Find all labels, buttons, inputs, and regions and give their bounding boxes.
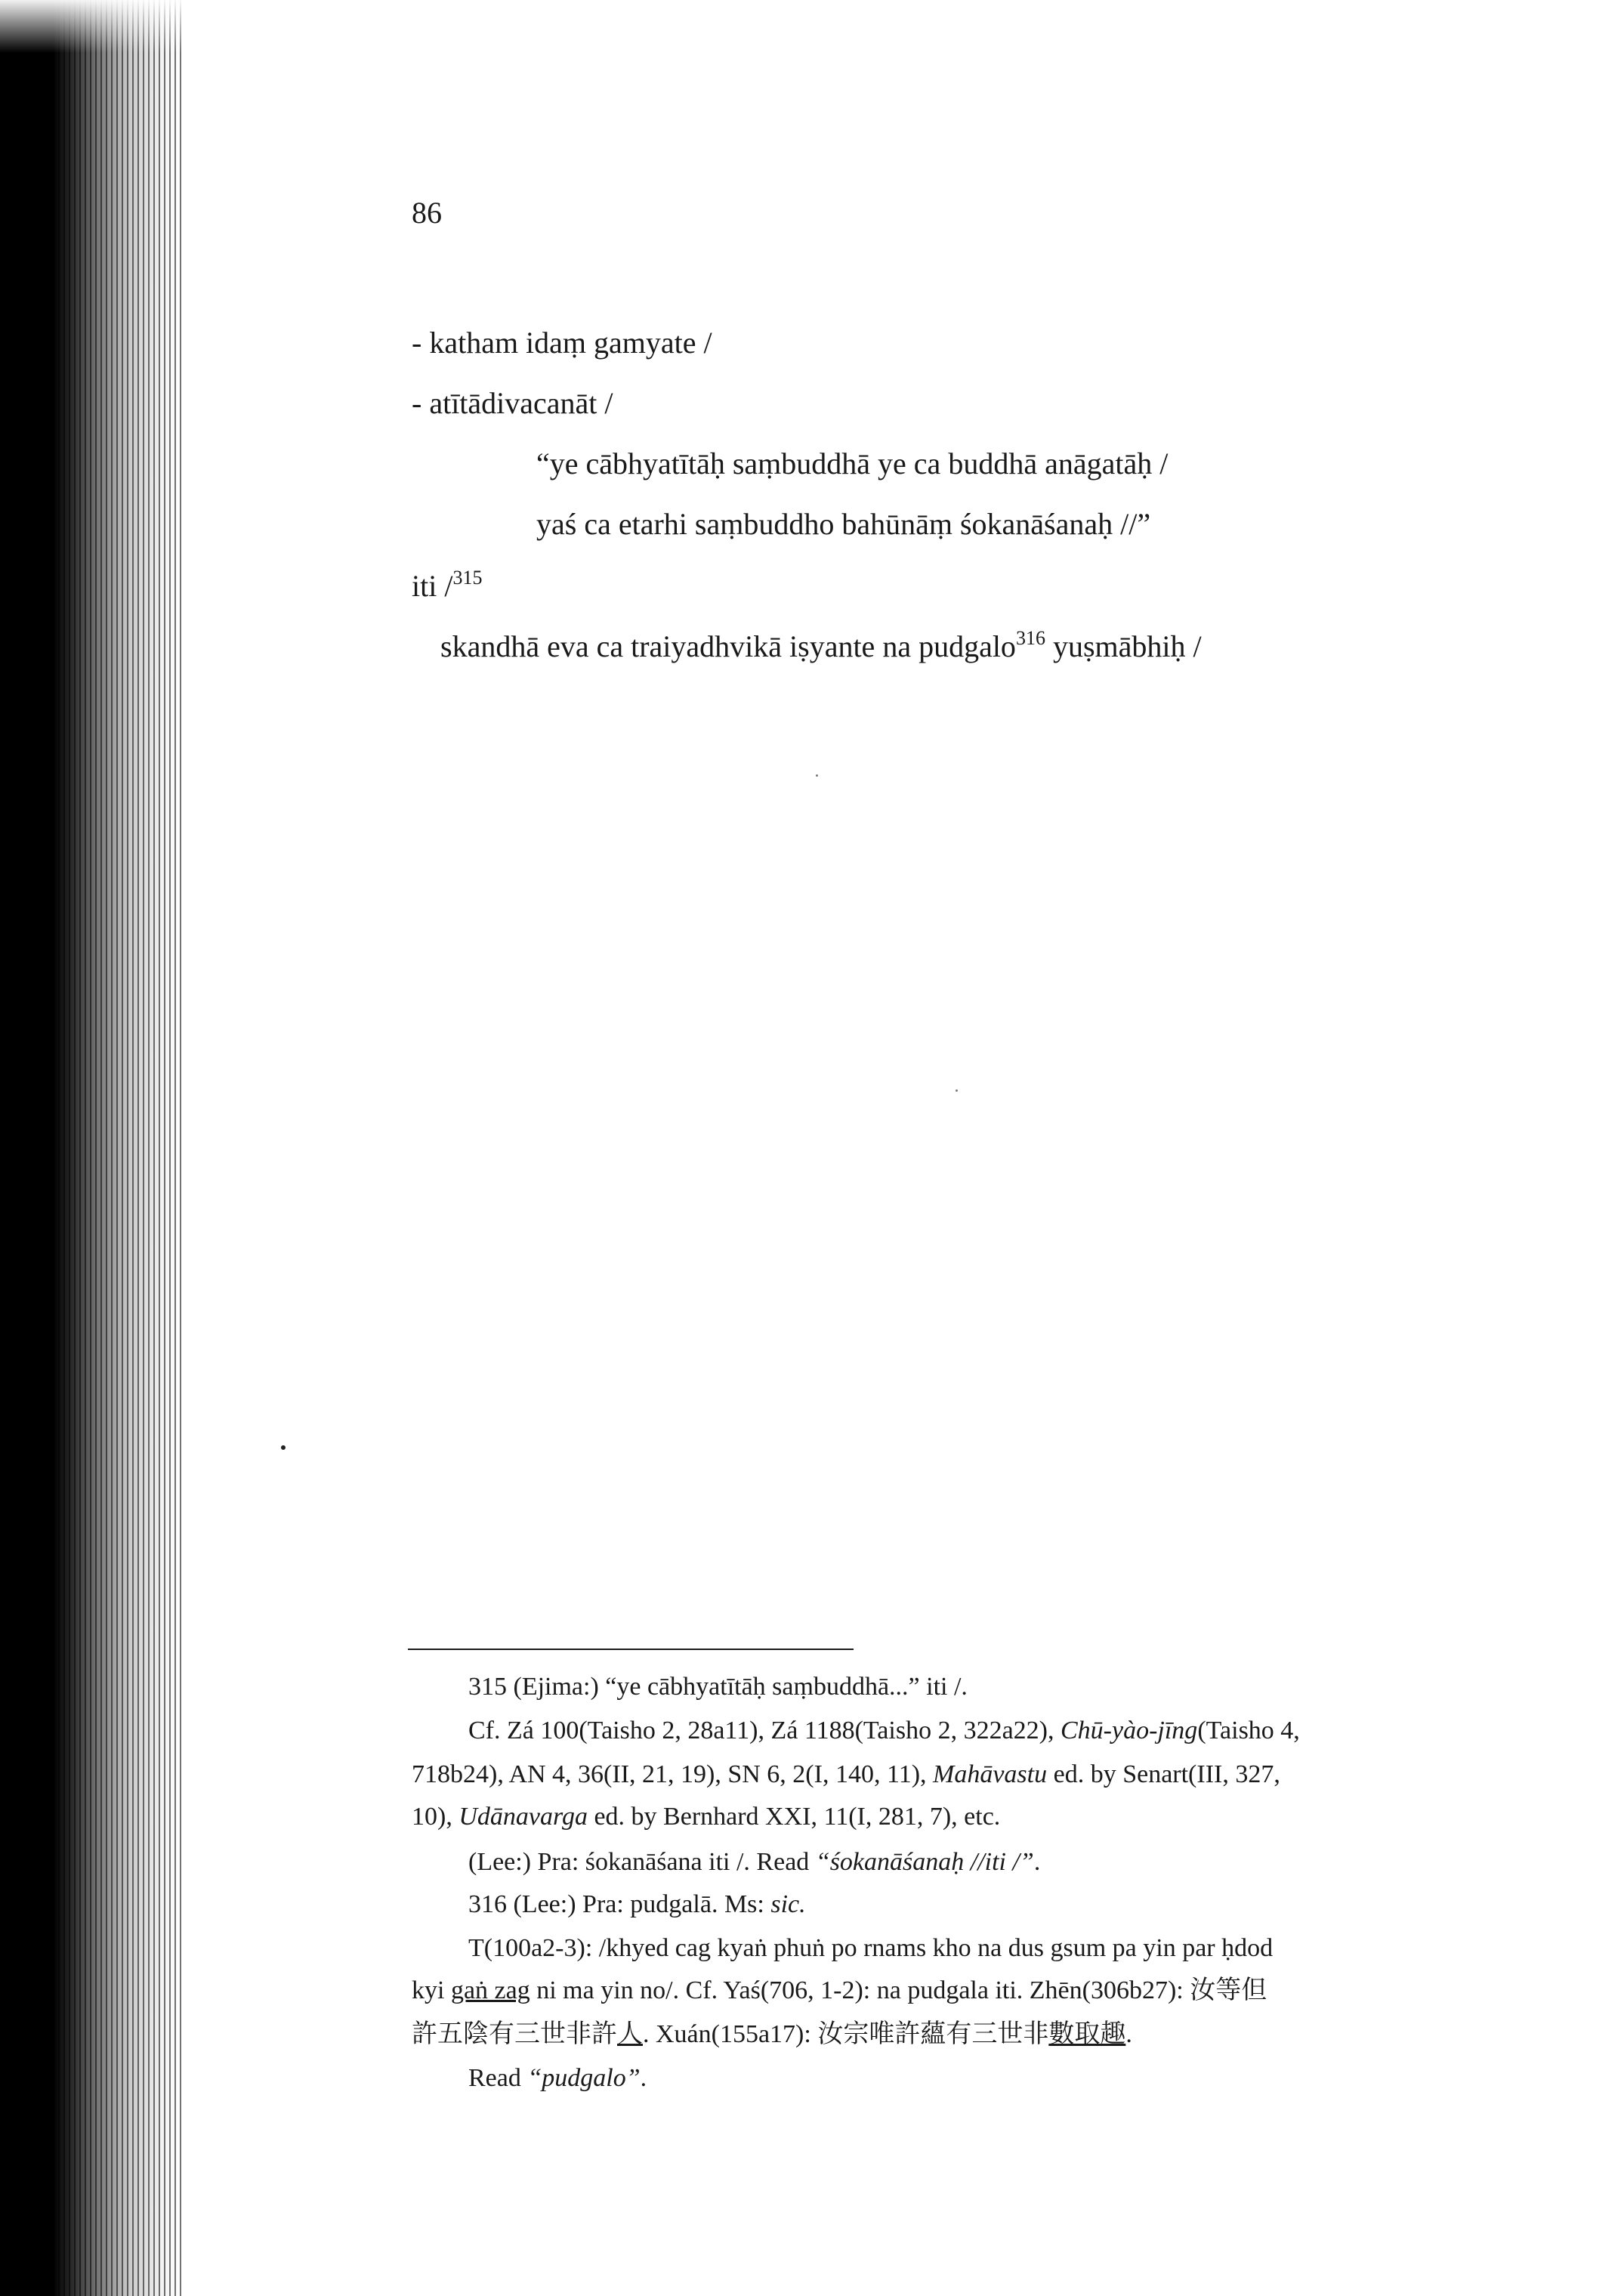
fn-text: .: [640, 2064, 647, 2092]
fn-text: .: [1125, 2020, 1132, 2048]
scan-speck: [956, 1089, 958, 1092]
footnote-316-line: [412, 2017, 1132, 2051]
footnote-315-line: [468, 1845, 1040, 1879]
fn-text: Cf. Zá 100(Taisho 2, 28a11), Zá 1188(Taisho 2, 322a22),: [468, 1717, 1061, 1744]
text-line: - atītādivacanāt /: [412, 386, 613, 420]
fn-italic-title: Udānavarga: [458, 1803, 588, 1831]
footnote-316-line: [412, 1973, 1267, 2007]
fn-text: (Taisho 4,: [1197, 1717, 1300, 1744]
footnote-ref-316[interactable]: 316: [1015, 627, 1045, 649]
scan-speck: [816, 774, 818, 777]
footnote-315-line: [412, 1800, 1000, 1834]
footnote-315-line: [412, 1757, 1280, 1791]
text-line: [440, 629, 1202, 664]
footnote-316-title: [468, 1887, 806, 1921]
fn-text: .: [1033, 1848, 1041, 1876]
fn-italic-title: Mahāvastu: [933, 1760, 1048, 1788]
stray-mark: [281, 1445, 286, 1450]
book-spine-shadow: [0, 0, 181, 2296]
fn-text: ni ma yin no/. Cf. Yaś(706, 1-2): na pudgala iti. Zhēn(306b27): 汝等但: [529, 1976, 1267, 2004]
fn-text: ed. by Senart(III, 327,: [1047, 1760, 1280, 1788]
fn-text: 10),: [412, 1803, 459, 1831]
fn-underlined: gaṅ zag: [450, 1976, 530, 2004]
verse-line: “ye cābhyatītāḥ saṃbuddhā ye ca buddhā anāgatāḥ /: [536, 447, 1169, 481]
fn-text: 許五陰有三世非許: [412, 2020, 617, 2048]
fn-text: Read: [468, 2064, 528, 2092]
fn-text: ed. by Bernhard XXI, 11(I, 281, 7), etc.: [587, 1803, 1001, 1831]
footnote-315-line: [468, 1714, 1300, 1747]
footnote-ref-315[interactable]: 315: [452, 567, 483, 589]
fn-italic-reading: “pudgalo”: [527, 2064, 641, 2092]
footnote-316-line: [468, 2061, 647, 2095]
fn-italic-title: Chū-yào-jīng: [1061, 1717, 1198, 1744]
fn-text: kyi: [412, 1976, 451, 2004]
fn-underlined: 人: [617, 2020, 643, 2048]
verse-line: yaś ca etarhi saṃbuddho bahūnāṃ śokanāśanaḥ //”: [536, 507, 1151, 541]
skandha-text-end: yuṣmābhiḥ /: [1045, 629, 1202, 663]
skandha-text: skandhā eva ca traiyadhvikā iṣyante na pudgalo: [440, 629, 1016, 663]
footnote-315-title: 315 (Ejima:) “ye cābhyatītāḥ saṃbuddhā...” iti /.: [468, 1673, 968, 1701]
fn-text: . Xuán(155a17): 汝宗唯許蘊有三世非: [643, 2020, 1049, 2048]
text-line: - katham idaṃ gamyate /: [412, 326, 712, 360]
fn-italic-reading: “śokanāśanaḥ //iti /”: [815, 1848, 1034, 1876]
fn-underlined: 數取趣: [1048, 2020, 1126, 2048]
fn-italic: sic.: [770, 1890, 806, 1918]
fn-text: 718b24), AN 4, 36(II, 21, 19), SN 6, 2(I, 140, 11),: [412, 1760, 934, 1788]
fn-text: 316 (Lee:) Pra: pudgalā. Ms:: [468, 1890, 771, 1918]
fn-text: (Lee:) Pra: śokanāśana iti /. Read: [468, 1848, 816, 1876]
text-line: [412, 568, 482, 604]
iti-text: iti /: [412, 569, 453, 603]
page-number: 86: [412, 196, 442, 230]
footnote-separator: [408, 1649, 854, 1650]
footnote-316-line: T(100a2-3): /khyed cag kyaṅ phuṅ po rnams kho na dus gsum pa yin par ḥdod: [468, 1934, 1274, 1962]
spine-fade: [0, 0, 181, 53]
